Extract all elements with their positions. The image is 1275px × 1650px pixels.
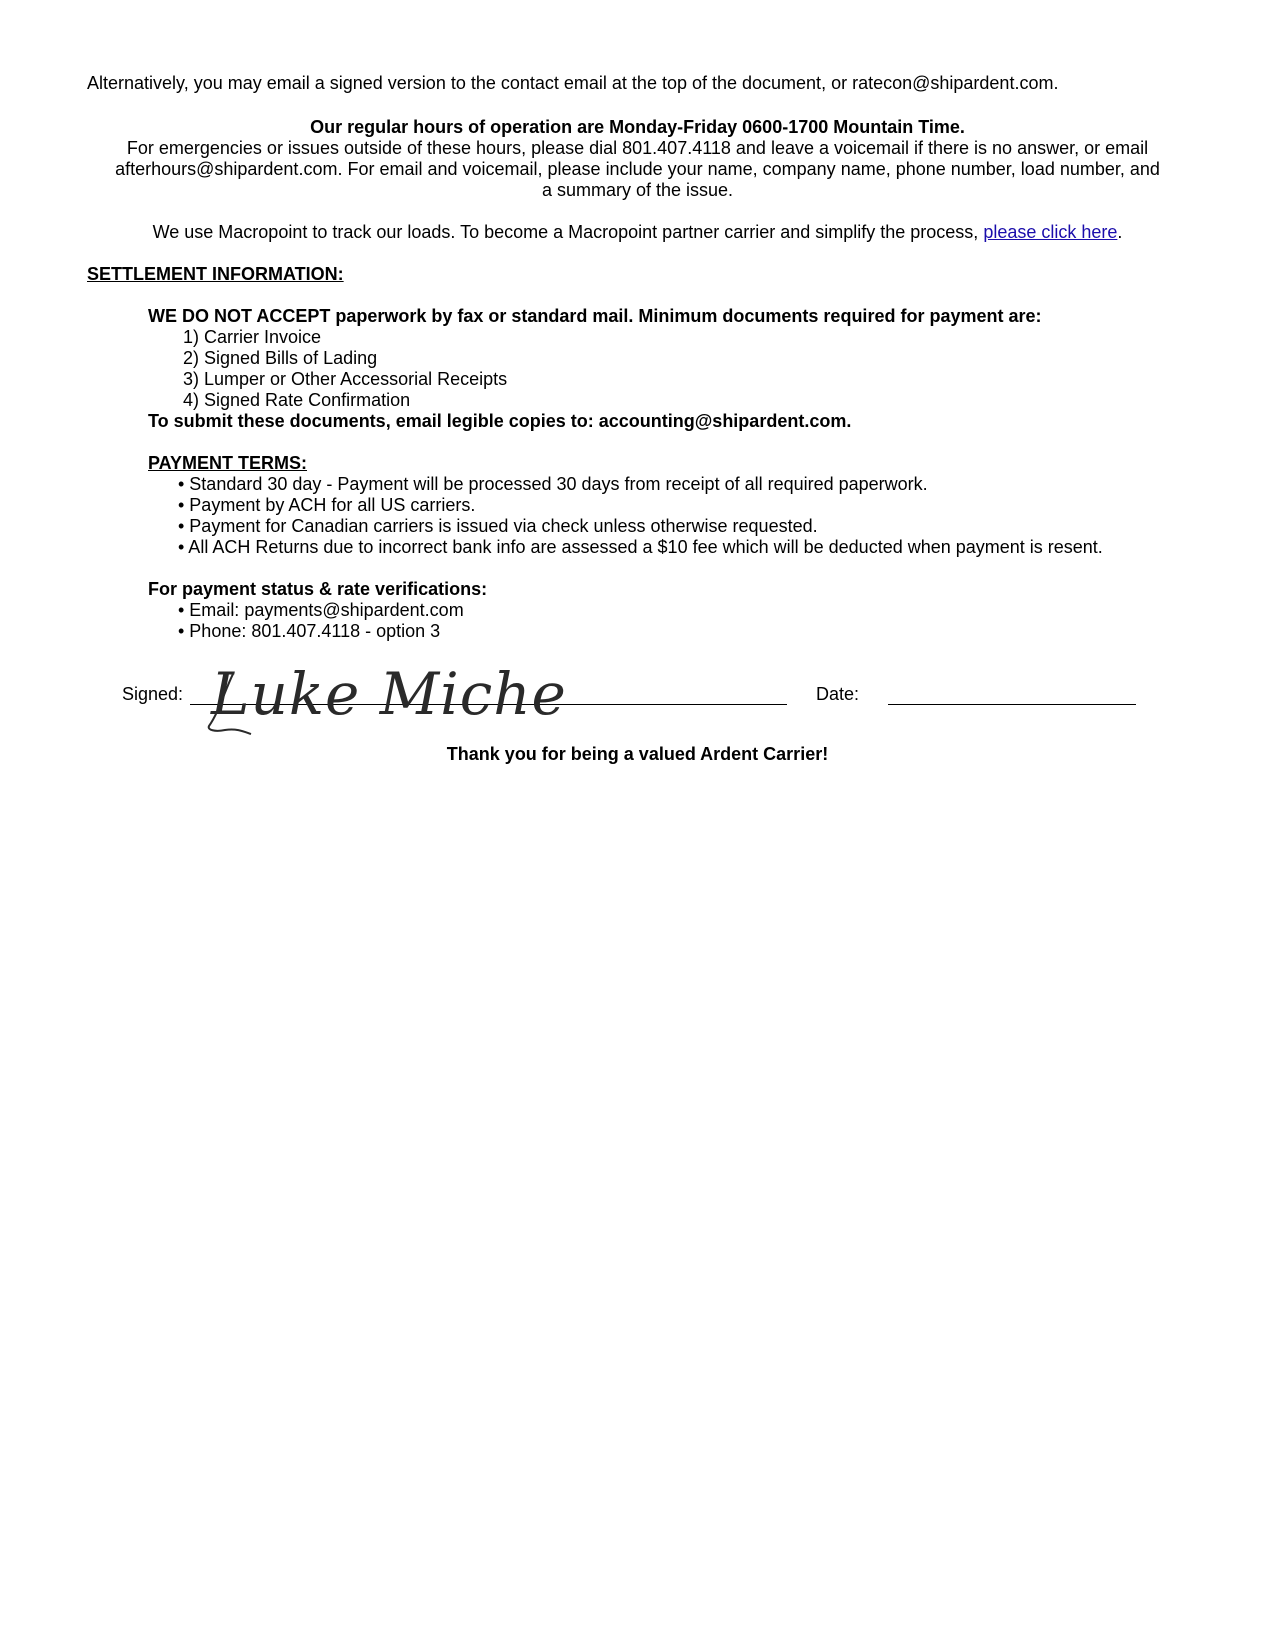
payment-term-item: • Payment for Canadian carriers is issued via check unless otherwise requested.	[178, 516, 818, 536]
document-item: 2) Signed Bills of Lading	[183, 348, 378, 368]
payment-status-heading: For payment status & rate verifications:	[148, 579, 488, 599]
macropoint-link[interactable]: please click here	[983, 222, 1118, 242]
macropoint-text: We use Macropoint to track our loads. To become a Macropoint partner carrier and simplify the process,	[152, 222, 984, 242]
signed-label: Signed:	[122, 684, 184, 704]
payment-term-item: • Standard 30 day - Payment will be processed 30 days from receipt of all required paperwork.	[178, 474, 928, 494]
handwritten-signature	[203, 660, 567, 740]
hours-line-2: afterhours@shipardent.com. For email and voicemail, please include your name, company name, phone number, load number, and	[115, 159, 1160, 179]
submit-documents-text: To submit these documents, email legible copies to: accounting@shipardent.com.	[148, 411, 852, 431]
settlement-notice: WE DO NOT ACCEPT paperwork by fax or standard mail. Minimum documents required for payment are:	[148, 306, 1042, 326]
payment-terms-heading: PAYMENT TERMS:	[148, 453, 308, 473]
date-label: Date:	[816, 684, 860, 704]
payment-term-item: • All ACH Returns due to incorrect bank info are assessed a $10 fee which will be deducted when payment is resent.	[178, 537, 1103, 557]
payment-term-item: • Payment by ACH for all US carriers.	[178, 495, 476, 515]
date-line[interactable]	[888, 704, 1136, 705]
hours-line-3: a summary of the issue.	[541, 180, 734, 200]
payment-status-phone: • Phone: 801.407.4118 - option 3	[178, 621, 441, 641]
macropoint-paragraph	[87, 222, 1188, 243]
macropoint-period: .	[1117, 222, 1123, 242]
payment-status-email: • Email: payments@shipardent.com	[178, 600, 464, 620]
document-item: 3) Lumper or Other Accessorial Receipts	[183, 369, 508, 389]
closing-message: Thank you for being a valued Ardent Carrier!	[446, 744, 829, 764]
document-item: 4) Signed Rate Confirmation	[183, 390, 411, 410]
hours-line-1: For emergencies or issues outside of these hours, please dial 801.407.4118 and leave a voicemail if there is no answer, or email	[126, 138, 1149, 158]
settlement-heading: SETTLEMENT INFORMATION:	[87, 264, 344, 284]
document-item: 1) Carrier Invoice	[183, 327, 322, 347]
email-alternative-text: Alternatively, you may email a signed version to the contact email at the top of the document, or ratecon@shipardent.com.	[87, 73, 1059, 93]
signature-text: Luke Miche	[211, 660, 567, 728]
hours-heading: Our regular hours of operation are Monday-Friday 0600-1700 Mountain Time.	[310, 117, 965, 137]
